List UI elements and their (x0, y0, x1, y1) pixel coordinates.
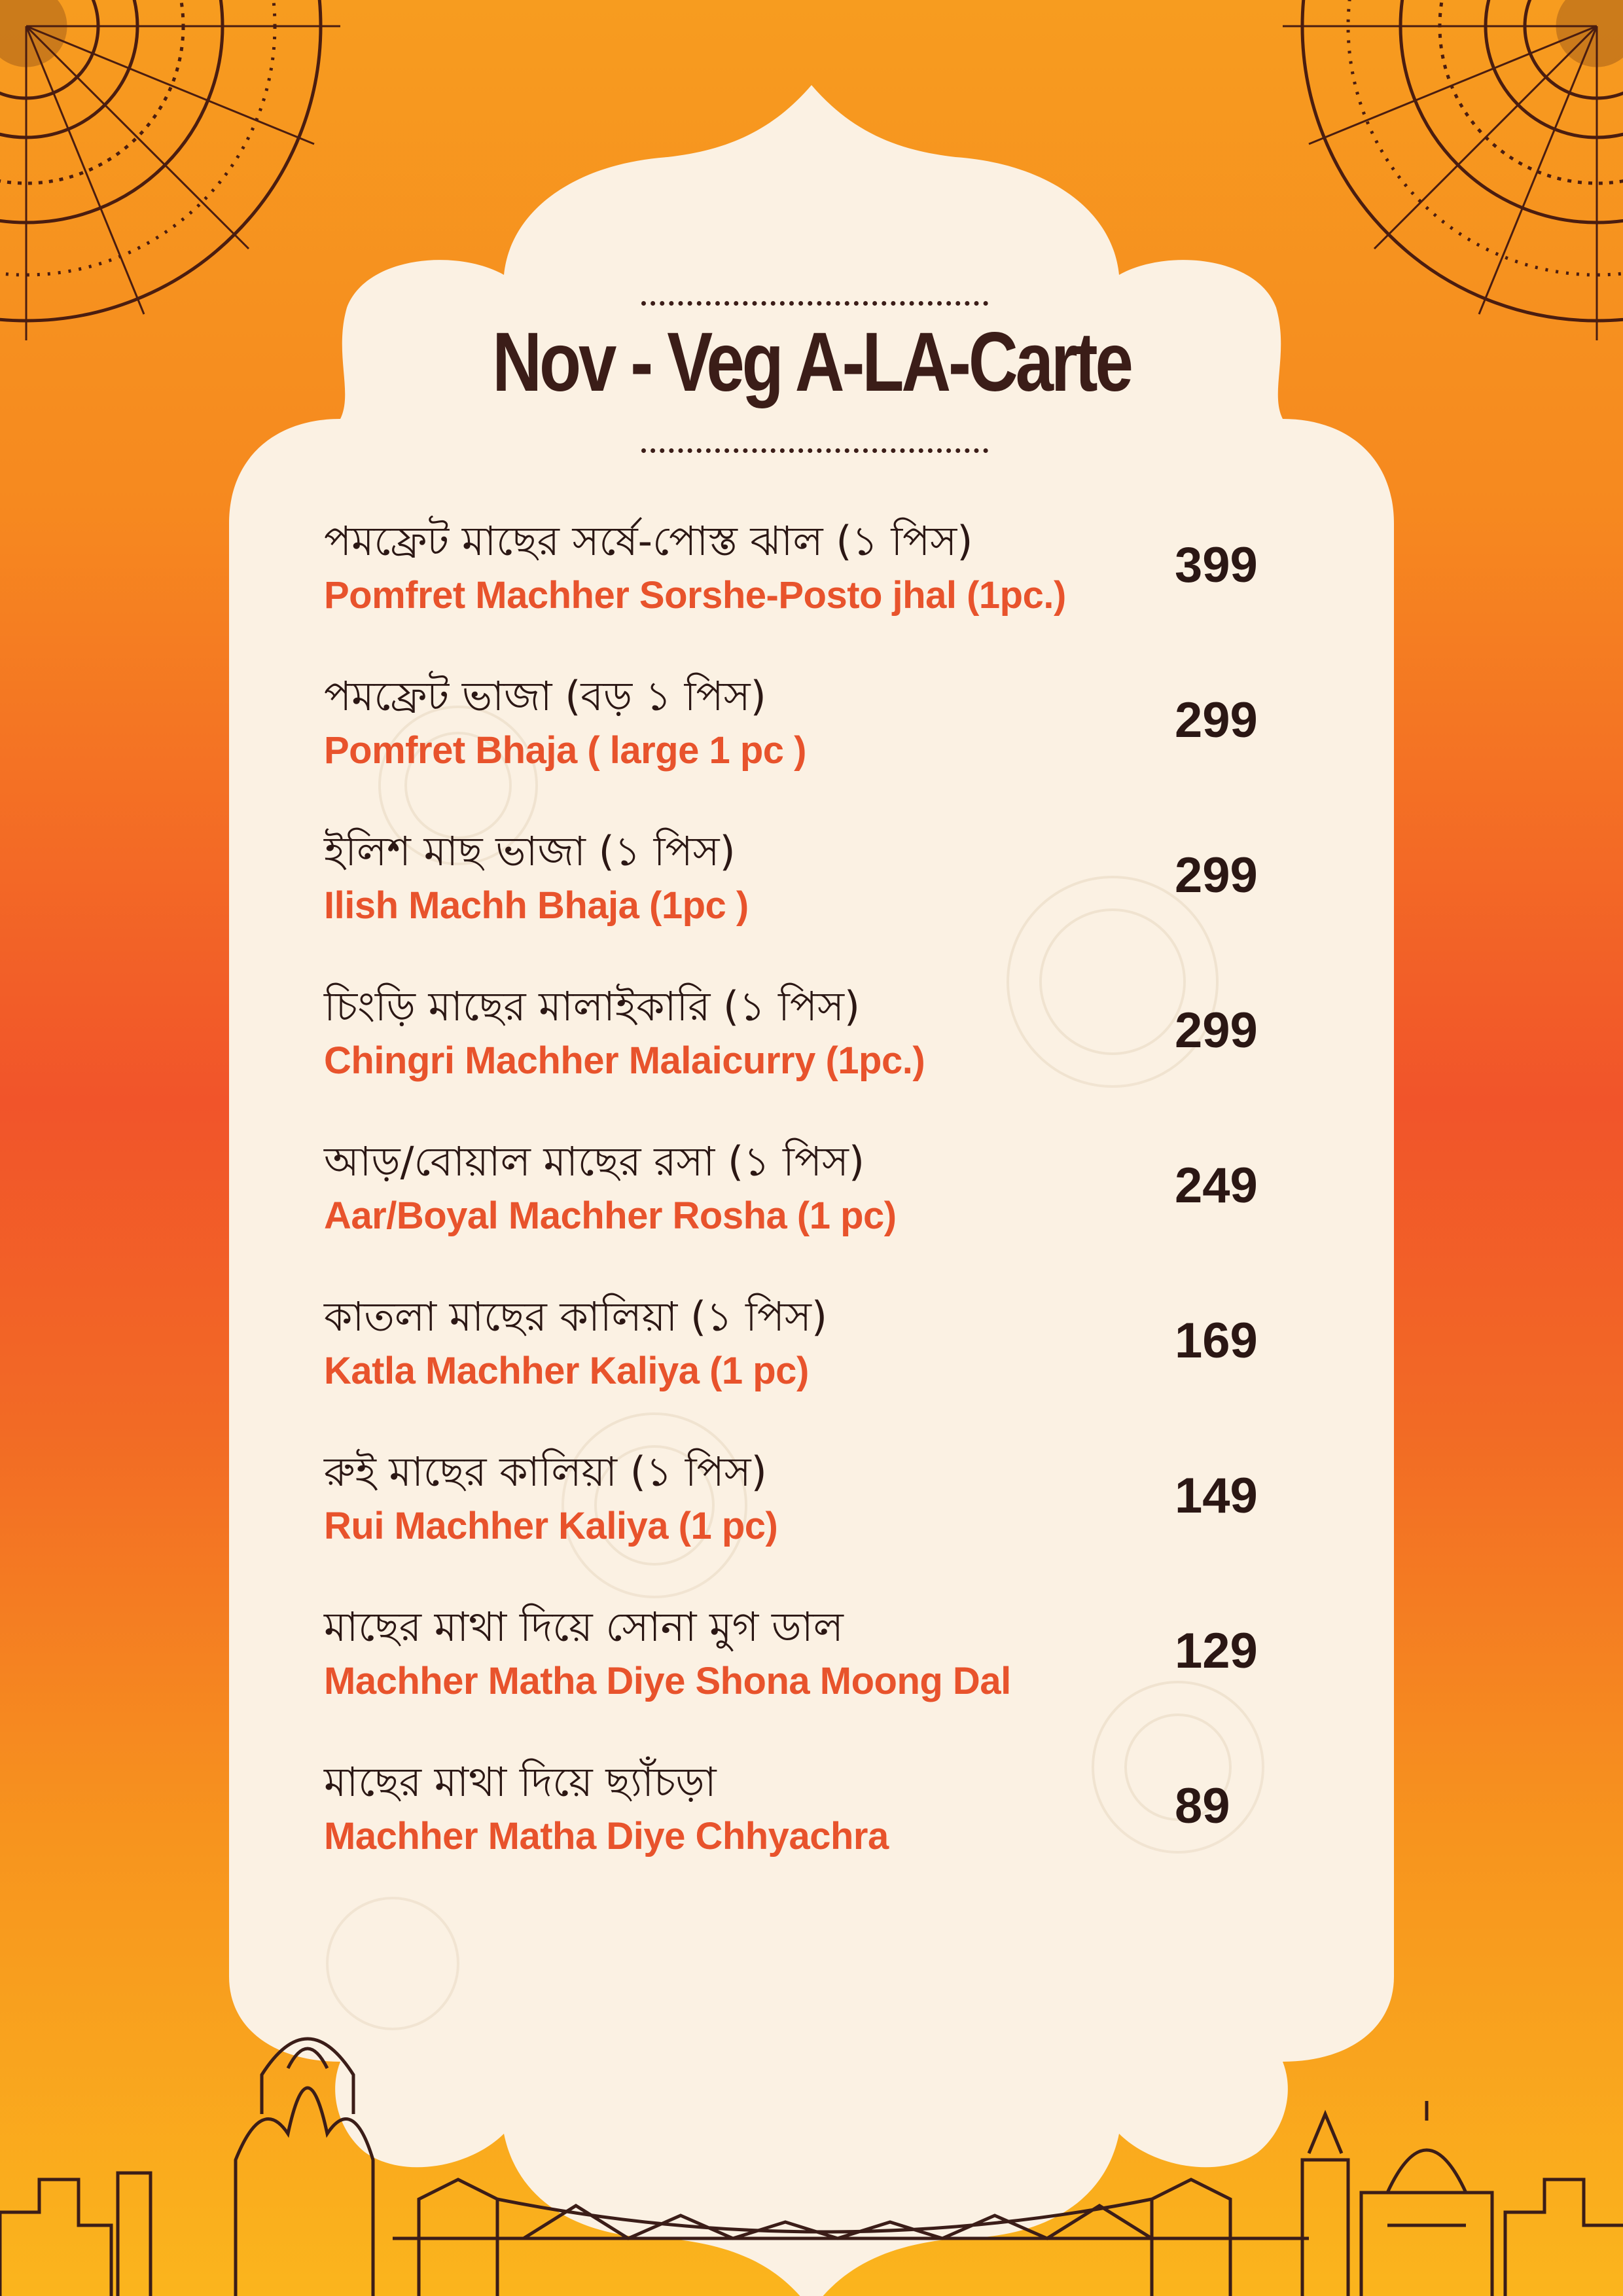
list-item (324, 1286, 1279, 1430)
item-english-name: Ilish Machh Bhaja (1pc ) (324, 884, 749, 927)
item-bengali-name: চিংড়ি মাছের মালাইকারি (১ পিস) (324, 982, 861, 1030)
item-english-name: Aar/Boyal Machher Rosha (1 pc) (324, 1194, 897, 1237)
list-item (324, 1131, 1279, 1275)
list-item (324, 1751, 1279, 1895)
item-bengali-name: রুই মাছের কালিয়া (১ পিস) (324, 1448, 767, 1496)
item-english-name: Pomfret Machher Sorshe-Posto jhal (1pc.) (324, 574, 1066, 617)
item-bengali-name: মাছের মাথা দিয়ে সোনা মুগ ডাল (324, 1603, 844, 1651)
victoria-memorial-outline (1361, 2101, 1492, 2296)
item-bengali-name: পমফ্রেট ভাজা (বড় ১ পিস) (324, 672, 766, 720)
page-title: Nov - Veg A-LA-Carte (492, 315, 1131, 409)
item-bengali-name: কাতলা মাছের কালিয়া (১ পিস) (324, 1293, 828, 1340)
list-item (324, 821, 1279, 965)
item-english-name: Machher Matha Diye Shona Moong Dal (324, 1660, 1011, 1702)
item-price: 249 (1175, 1158, 1258, 1213)
list-item (324, 666, 1279, 810)
item-price: 129 (1175, 1623, 1258, 1679)
item-bengali-name: আড়/বোয়াল মাছের রসা (১ পিস) (324, 1138, 865, 1185)
item-bengali-name: পমফ্রেট মাছের সর্ষে-পোস্ত ঝাল (১ পিস) (324, 517, 973, 565)
item-price: 299 (1175, 1003, 1258, 1058)
item-price: 89 (1175, 1778, 1230, 1834)
item-english-name: Katla Machher Kaliya (1 pc) (324, 1350, 809, 1392)
title-divider-top (641, 301, 988, 306)
list-item (324, 1596, 1279, 1740)
item-bengali-name: ইলিশ মাছ ভাজা (১ পিস) (324, 827, 736, 875)
item-english-name: Chingri Machher Malaicurry (1pc.) (324, 1039, 925, 1082)
item-price: 399 (1175, 537, 1258, 593)
item-english-name: Machher Matha Diye Chhyachra (324, 1815, 889, 1857)
list-item (324, 976, 1279, 1120)
howrah-bridge-outline (393, 2179, 1309, 2296)
item-price: 299 (1175, 848, 1258, 903)
item-english-name: Rui Machher Kaliya (1 pc) (324, 1505, 778, 1547)
temple-outline (236, 2039, 373, 2296)
item-price: 169 (1175, 1313, 1258, 1369)
item-bengali-name: মাছের মাথা দিয়ে ছ্যাঁচড়া (324, 1758, 717, 1806)
item-english-name: Pomfret Bhaja ( large 1 pc ) (324, 729, 806, 772)
list-item (324, 1441, 1279, 1585)
item-price: 149 (1175, 1468, 1258, 1524)
item-price: 299 (1175, 692, 1258, 748)
title-divider-bottom (641, 448, 988, 453)
list-item (324, 511, 1279, 655)
